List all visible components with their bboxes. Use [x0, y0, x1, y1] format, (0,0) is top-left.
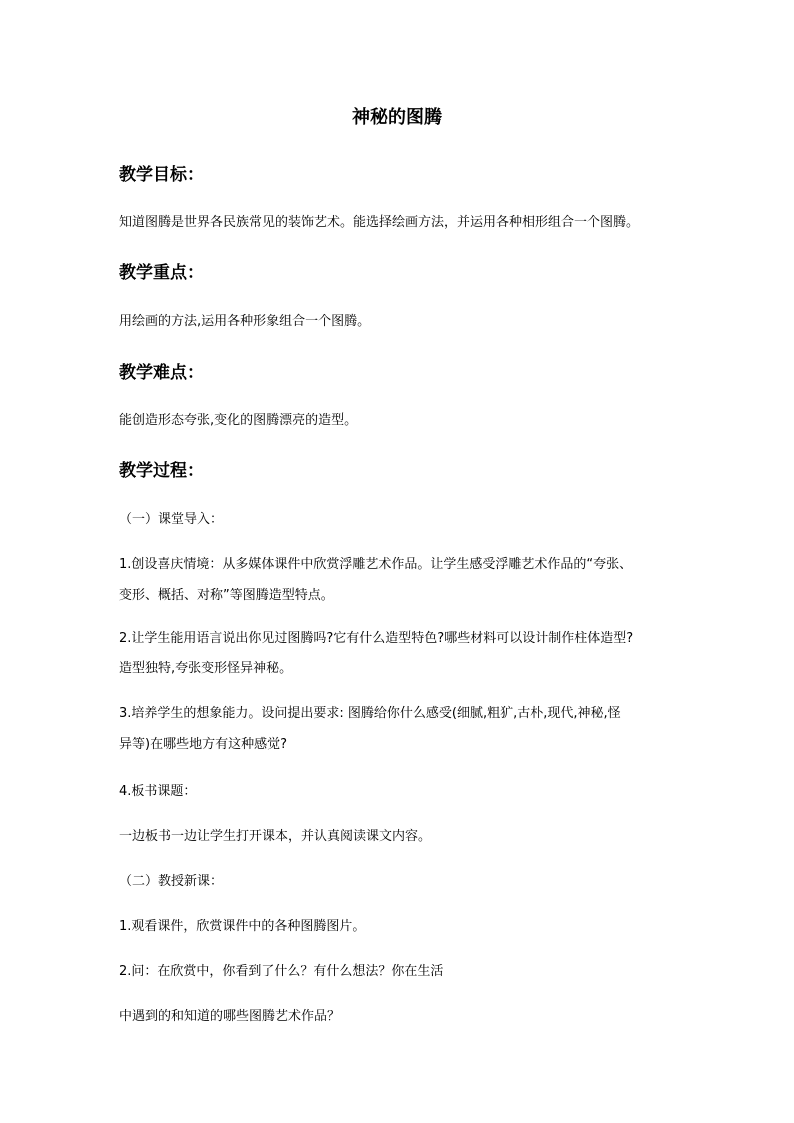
section-heading-goal: 教学目标：	[119, 165, 204, 185]
process-paragraph: 变形、概括、对称”等图腾造型特点。	[119, 588, 334, 603]
process-paragraph: 1.观看课件，欣赏课件中的各种图腾图片。	[119, 919, 366, 934]
section-heading-process: 教学过程：	[119, 461, 204, 481]
goal-text: 知道图腾是世界各民族常见的装饰艺术。能选择绘画方法，并运用各种相形组合一个图腾。	[119, 215, 640, 230]
page-title: 神秘的图腾	[352, 107, 442, 128]
process-paragraph: 1.创设喜庆情境：从多媒体课件中欣赏浮雕艺术作品。让学生感受浮雕艺术作品的“夸张、	[119, 557, 633, 572]
process-paragraph: （一）课堂导入：	[119, 512, 224, 527]
process-paragraph: 2.问：在欣赏中，你看到了什么？有什么想法？你在生活	[119, 964, 444, 979]
process-paragraph: 一边板书一边让学生打开课本，并认真阅读课文内容。	[119, 829, 432, 844]
process-paragraph: （二）教授新课：	[119, 874, 224, 889]
difficulty-text: 能创造形态夸张,变化的图腾漂亮的造型。	[119, 413, 358, 428]
process-paragraph: 异等)在哪些地方有这种感觉?	[119, 737, 287, 752]
section-heading-difficulty: 教学难点：	[119, 363, 204, 383]
process-paragraph: 4.板书课题：	[119, 784, 197, 799]
process-paragraph: 中遇到的和知道的哪些图腾艺术作品？	[119, 1009, 341, 1024]
section-heading-key: 教学重点：	[119, 263, 204, 283]
key-text: 用绘画的方法,运用各种形象组合一个图腾。	[119, 314, 371, 329]
process-paragraph: 造型独特,夸张变形怪异神秘。	[119, 661, 293, 676]
process-paragraph: 3.培养学生的想象能力。设问提出要求: 图腾给你什么感受(细腻,粗犷,古朴,现代,神秘,怪	[119, 706, 621, 721]
process-paragraph: 2.让学生能用语言说出你见过图腾吗?它有什么造型特色?哪些材料可以设计制作柱体造型?	[119, 631, 634, 646]
